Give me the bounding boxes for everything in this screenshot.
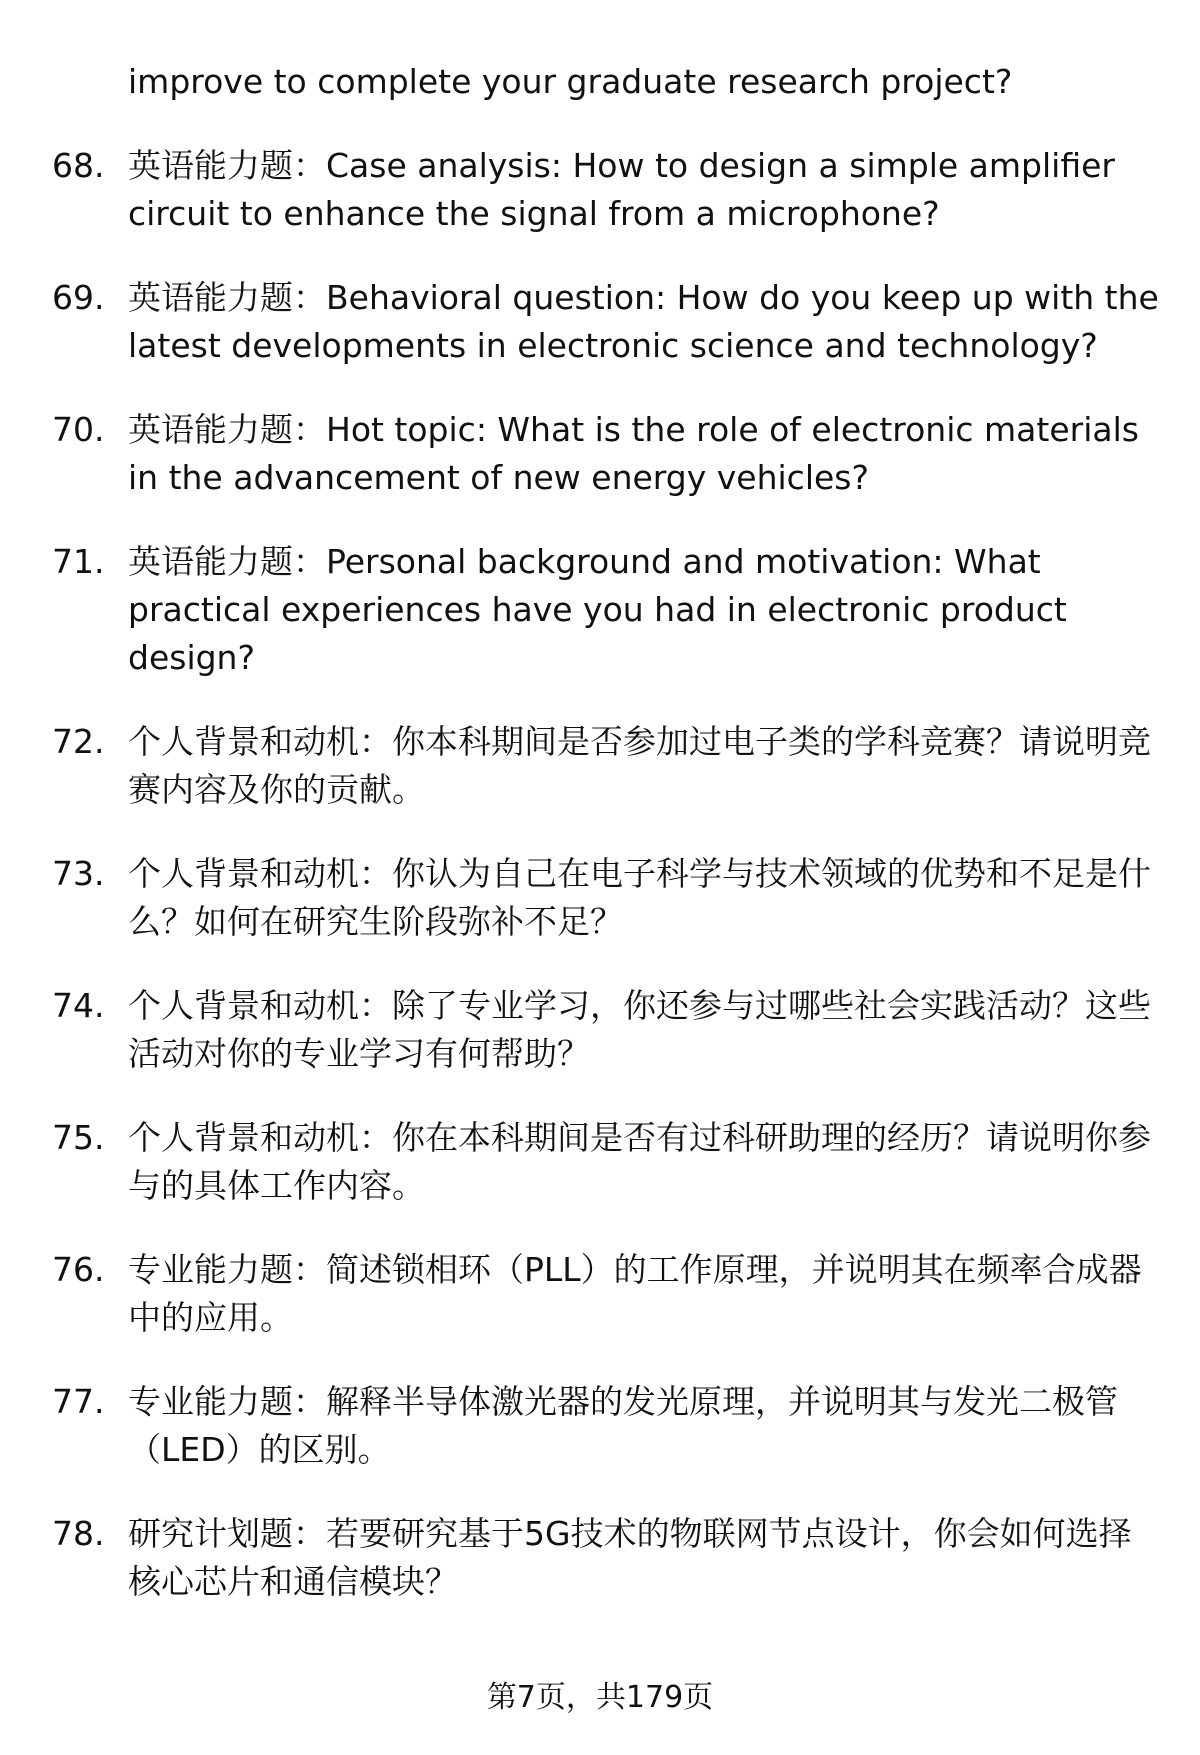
question-number: 75. xyxy=(52,1118,105,1157)
question-text: 英语能力题：Personal background and motivation: What practical experiences have you had in electronic product design? xyxy=(128,542,1067,677)
question-text: 个人背景和动机：除了专业学习，你还参与过哪些社会实践活动？这些活动对你的专业学习有何帮助？ xyxy=(128,986,1151,1073)
question-text: 个人背景和动机：你本科期间是否参加过电子类的学科竞赛？请说明竞赛内容及你的贡献。 xyxy=(128,722,1151,809)
question-item xyxy=(0,1510,1200,1606)
question-item xyxy=(0,850,1200,946)
question-text: 研究计划题：若要研究基于5G技术的物联网节点设计，你会如何选择核心芯片和通信模块？ xyxy=(128,1514,1132,1601)
question-number: 68. xyxy=(52,146,105,185)
question-item xyxy=(0,982,1200,1078)
question-text: 英语能力题：Hot topic: What is the role of electronic materials in the advancement of new energy vehicles? xyxy=(128,410,1139,497)
question-number: 74. xyxy=(52,986,105,1025)
question-item xyxy=(0,1114,1200,1210)
question-text: 专业能力题：简述锁相环（PLL）的工作原理，并说明其在频率合成器中的应用。 xyxy=(128,1250,1142,1337)
page-footer: 第7页，共179页 xyxy=(486,1680,714,1715)
question-list xyxy=(0,58,1200,1642)
question-continuation xyxy=(0,58,1200,106)
question-text: 英语能力题：Behavioral question: How do you keep up with the latest developments in electronic science and technology? xyxy=(128,278,1159,365)
question-item xyxy=(0,142,1200,238)
question-text: 专业能力题：解释半导体激光器的发光原理，并说明其与发光二极管（LED）的区别。 xyxy=(128,1382,1118,1469)
question-item xyxy=(0,538,1200,682)
question-number: 69. xyxy=(52,278,105,317)
question-item xyxy=(0,274,1200,370)
question-number: 70. xyxy=(52,410,105,449)
question-item xyxy=(0,1378,1200,1474)
question-item xyxy=(0,406,1200,502)
question-text: 个人背景和动机：你认为自己在电子科学与技术领域的优势和不足是什么？如何在研究生阶段弥补不足？ xyxy=(128,854,1151,941)
question-item xyxy=(0,718,1200,814)
question-number: 73. xyxy=(52,854,105,893)
question-number: 76. xyxy=(52,1250,105,1289)
question-text: 个人背景和动机：你在本科期间是否有过科研助理的经历？请说明你参与的具体工作内容。 xyxy=(128,1118,1151,1205)
question-number: 77. xyxy=(52,1382,105,1421)
question-number: 71. xyxy=(52,542,105,581)
question-text: 英语能力题：Case analysis: How to design a simple amplifier circuit to enhance the signal from a microphone? xyxy=(128,146,1115,233)
question-number: 72. xyxy=(52,722,105,761)
question-text: improve to complete your graduate research project? xyxy=(128,62,1013,101)
question-number: 78. xyxy=(52,1514,105,1553)
question-item xyxy=(0,1246,1200,1342)
